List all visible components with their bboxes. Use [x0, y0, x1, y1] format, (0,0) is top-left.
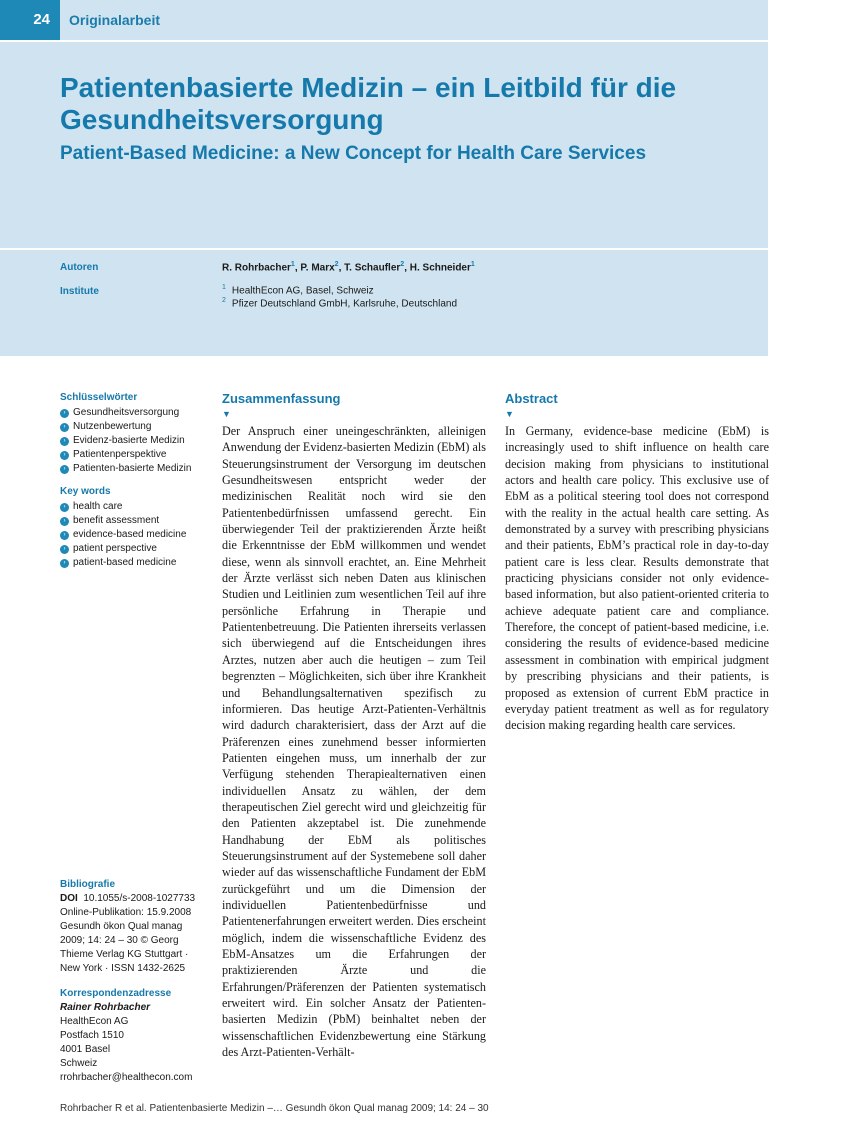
chevron-right-icon: › — [60, 423, 69, 432]
page-footer: Rohrbacher R et al. Patientenbasierte Medizin –… Gesundh ökon Qual manag 2009; 14: 24 – 30 — [60, 1103, 489, 1114]
keyword-text: patient perspective — [73, 543, 157, 554]
keywords-en — [60, 485, 210, 570]
chevron-right-icon: › — [60, 465, 69, 474]
korrespondenz-heading: Korrespondenzadresse — [60, 988, 172, 999]
email-address: rrohrbacher@healthecon.com — [60, 1072, 193, 1083]
keyword-item — [60, 406, 210, 420]
author-sep: , — [294, 262, 301, 274]
chevron-right-icon: › — [60, 531, 69, 540]
korrespondenz-name: Rainer Rohrbacher — [60, 1002, 151, 1013]
institute-2 — [222, 297, 457, 309]
triangle-down-icon: ▼ — [505, 409, 514, 419]
institute-label: Institute — [60, 286, 99, 297]
triangle-down-icon: ▼ — [222, 409, 231, 419]
keywords-en-heading: Key words — [60, 486, 111, 497]
chevron-right-icon: › — [60, 517, 69, 526]
author-affiliation: 2 — [400, 261, 405, 268]
keyword-item — [60, 556, 210, 570]
author-affiliation: 1 — [470, 261, 475, 268]
keyword-text: Patientenperspektive — [73, 449, 167, 460]
abstract-heading: Abstract — [505, 391, 558, 406]
keyword-item — [60, 420, 210, 434]
doi-label: DOI — [60, 893, 78, 904]
author: P. Marx — [300, 262, 335, 274]
bibliografie-heading: Bibliografie — [60, 879, 116, 890]
abstract-text: In Germany, evidence-base medicine (EbM) is increasingly used to shift influence on health care decision making from physicians to institutional actors and health care policy. This exclusive use of EbM as a political steering tool does not correspond with the reality in the actual health care setting. As demonstrated by a survey with prescribing physicians and their patients, EbM’s practical role in day-to-day patient care is less clear. Results demonstrate that practicing physicians consider not only evidence-based information, but also patient-oriented criteria to achieve adequate patient care and compliance. Therefore, the concept of patient-based medicine, i.e. considering the results of evidence-based medicine assessment in combination with empirical judgment by prescribing physicians and their patients, is proposed as extension of current EbM practice in everyday patient treatment as well as for regulatory decision making regarding health care services. — [505, 424, 769, 733]
author-sep: , — [404, 262, 410, 274]
address-line: Postfach 1510 — [60, 1030, 124, 1041]
meta-divider — [0, 248, 768, 250]
keywords-de-heading: Schlüsselwörter — [60, 392, 138, 403]
chevron-right-icon: › — [60, 437, 69, 446]
keyword-text: Gesundheitsversorgung — [73, 407, 180, 418]
header-divider — [0, 40, 768, 42]
keyword-item — [60, 462, 210, 476]
keyword-text: Patienten-basierte Medizin — [73, 463, 192, 474]
page-number: 24 — [0, 0, 60, 40]
keyword-item — [60, 542, 210, 556]
chevron-right-icon: › — [60, 559, 69, 568]
author-affiliation: 2 — [334, 261, 339, 268]
bib-line: New York · ISSN 1432-2625 — [60, 963, 186, 974]
keyword-text: benefit assessment — [73, 515, 160, 526]
institute-text: HealthEcon AG, Basel, Schweiz — [231, 285, 374, 297]
keyword-item — [60, 500, 210, 514]
bib-line: Online-Publikation: 15.9.2008 — [60, 907, 192, 918]
author-affiliation: 1 — [290, 261, 295, 268]
bibliografie — [60, 878, 220, 976]
keyword-item — [60, 528, 210, 542]
authors-line — [222, 261, 475, 273]
institute-number: 1 — [222, 284, 226, 291]
doi-line — [60, 892, 220, 906]
address-line: HealthEcon AG — [60, 1016, 129, 1027]
title-english: Patient-Based Medicine: a New Concept for Health Care Services — [60, 143, 647, 164]
institute-1 — [222, 284, 374, 296]
title-german: Patientenbasierte Medizin – ein Leitbild für die Gesundheitsversorgung — [60, 72, 677, 135]
keyword-text: Evidenz-basierte Medizin — [73, 435, 185, 446]
author-sep: , — [338, 262, 345, 274]
zusammenfassung-text: Der Anspruch einer uneingeschränkten, alleinigen Anwendung der Evidenz-basierten Medizin (EbM) als Steuerungsinstrument der Versorgung im deutschen Gesundheitswesen entspricht weder der medizinischen Realität noch wird sie den Patientenbedürfnissen umfassend gerecht. Ein überwiegender Teil der praktizierenden Ärzte heißt die Erkenntnisse der EbM willkommen und wendet diese, wenn als sinnvoll erachtet, an. Eine Mehrheit der Ärzte verlässt sich neben Daten aus klinischen Studien und Leitlinien zum wesentlichen Teil auf ihre persönliche Erfahrung in Therapie und Patientenbetreuung. Die Patienten ihrerseits verlassen sich überwiegend auf die Entscheidungen ihres Arztes, nutzen aber auch die heutigen – zum Teil begrenzten – Möglichkeiten, sich über ihre Krankheit und Behandlungsalternativen spezifisch zu informieren. Das heutige Arzt-Patienten-Verhältnis wird dadurch charakterisiert, dass der Arzt auf die Präferenzen eines zunehmend besser informierten Patienten eingehen muss, um innerhalb der zur Verfügung stehenden Therapiealternativen einen individuellen Ansatz zu wählen, der dem therapeutischen Ziel gerecht wird und gleichzeitig für den Patienten akzeptabel ist. Die zunehmende Handhabung der EbM als politisches Steuerungsinstrument auf der Systemebene soll daher wieder auf das wissenschaftliche Fundament der EbM zurückgeführt und um die Dimension der individuellen Patientenbedürfnisse und Patientenerfahrungen erweitert werden. Dies erscheint möglich, indem die wissenschaftliche Evidenz des EbM-Ansatzes um die Erfahrungen der praktizierenden Ärzte und die Erfahrungen/Präferenzen der Patienten systematisch erweitert wird. Ein solcher Ansatz der Patienten-basierten Medizin (PbM) beinhaltet neben der wissenschaftlichen Evidenzbewertung eine Stärkung des Arzt-Patienten-Verhält- — [222, 424, 486, 1060]
keyword-item — [60, 514, 210, 528]
chevron-right-icon: › — [60, 451, 69, 460]
keyword-item — [60, 448, 210, 462]
bib-line: Gesundh ökon Qual manag — [60, 921, 183, 932]
section-label: Originalarbeit — [69, 12, 161, 28]
keyword-text: patient-based medicine — [73, 557, 177, 568]
authors-label: Autoren — [60, 262, 99, 273]
institute-text: Pfizer Deutschland GmbH, Karlsruhe, Deutschland — [231, 298, 458, 310]
address-line: 4001 Basel — [60, 1044, 111, 1055]
keyword-text: Nutzenbewertung — [73, 421, 152, 432]
author: H. Schneider — [409, 262, 471, 274]
keyword-text: evidence-based medicine — [73, 529, 187, 540]
bib-line: 2009; 14: 24 – 30 © Georg — [60, 935, 179, 946]
institute-number: 2 — [222, 297, 226, 304]
address-line: Schweiz — [60, 1058, 98, 1069]
keyword-item — [60, 434, 210, 448]
keywords-de — [60, 391, 210, 476]
chevron-right-icon: › — [60, 409, 69, 418]
keyword-text: health care — [73, 501, 123, 512]
doi-value: 10.1055/s-2008-1027733 — [83, 893, 196, 904]
author: T. Schaufler — [344, 262, 401, 274]
chevron-right-icon: › — [60, 545, 69, 554]
korrespondenz — [60, 987, 220, 1085]
author: R. Rohrbacher — [222, 262, 291, 274]
bib-line: Thieme Verlag KG Stuttgart · — [60, 949, 189, 960]
chevron-right-icon: › — [60, 503, 69, 512]
zusammenfassung-heading: Zusammenfassung — [222, 391, 341, 406]
